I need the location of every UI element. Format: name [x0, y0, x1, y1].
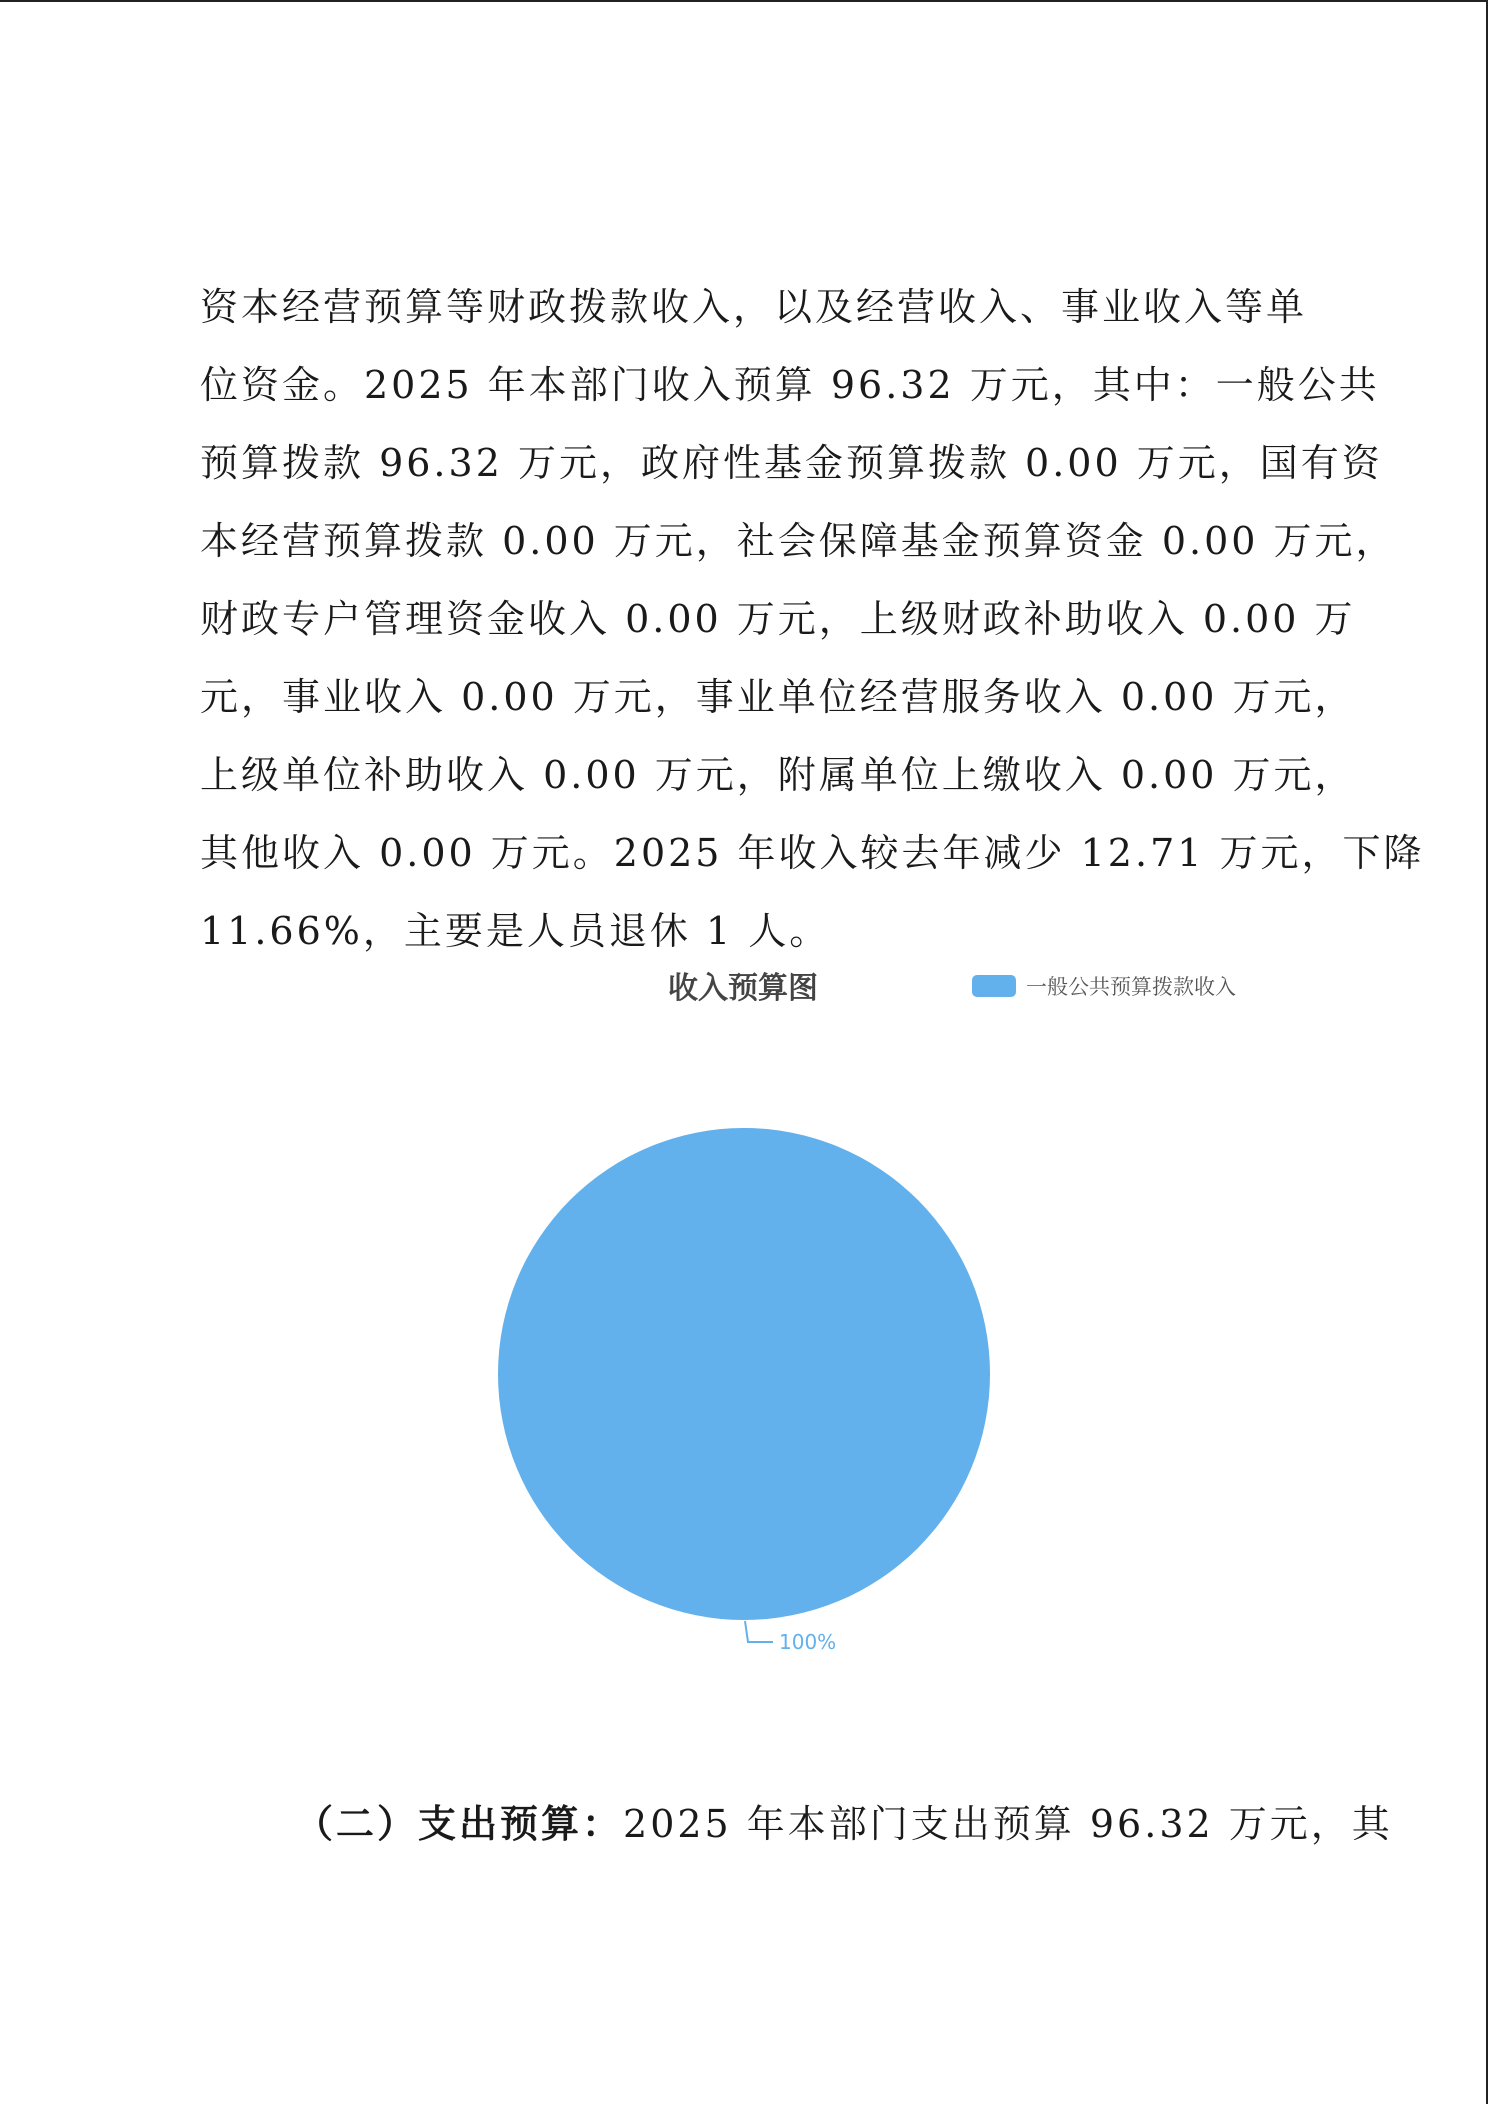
income-budget-pie-chart [0, 960, 1488, 1680]
chart-title: 收入预算图 [668, 971, 818, 1006]
slice-percent-label: 100% [779, 1630, 837, 1654]
income-budget-paragraph [200, 268, 1425, 970]
section-text: 2025 年本部门支出预算 96.32 万元，其 [623, 1802, 1393, 1846]
paragraph-line: 其他收入 0.00 万元。2025 年收入较去年减少 12.71 万元，下降 [200, 831, 1425, 875]
pie-slices [498, 1128, 990, 1620]
section-heading: （二）支出预算： [295, 1801, 624, 1846]
paragraph-line: 元，事业收入 0.00 万元，事业单位经营服务收入 0.00 万元， [200, 675, 1356, 719]
paragraph-line: 预算拨款 96.32 万元，政府性基金预算拨款 0.00 万元，国有资 [200, 441, 1383, 485]
page-border-top [0, 0, 1488, 2]
legend-swatch[interactable] [972, 975, 1016, 997]
slice-label-leader-line [745, 1621, 773, 1642]
paragraph-line: 位资金。2025 年本部门收入预算 96.32 万元，其中：一般公共 [200, 363, 1380, 407]
paragraph-line: 本经营预算拨款 0.00 万元，社会保障基金预算资金 0.00 万元， [200, 519, 1397, 563]
expenditure-budget-line [295, 1785, 1393, 1863]
paragraph-line: 财政专户管理资金收入 0.00 万元，上级财政补助收入 0.00 万 [200, 597, 1356, 641]
paragraph-line: 11.66%，主要是人员退休 1 人。 [200, 909, 831, 953]
paragraph-line: 资本经营预算等财政拨款收入，以及经营收入、事业收入等单 [200, 285, 1308, 329]
legend-label: 一般公共预算拨款收入 [1026, 975, 1236, 999]
paragraph-line: 上级单位补助收入 0.00 万元，附属单位上缴收入 0.00 万元， [200, 753, 1356, 797]
pie-slice[interactable] [498, 1128, 990, 1620]
